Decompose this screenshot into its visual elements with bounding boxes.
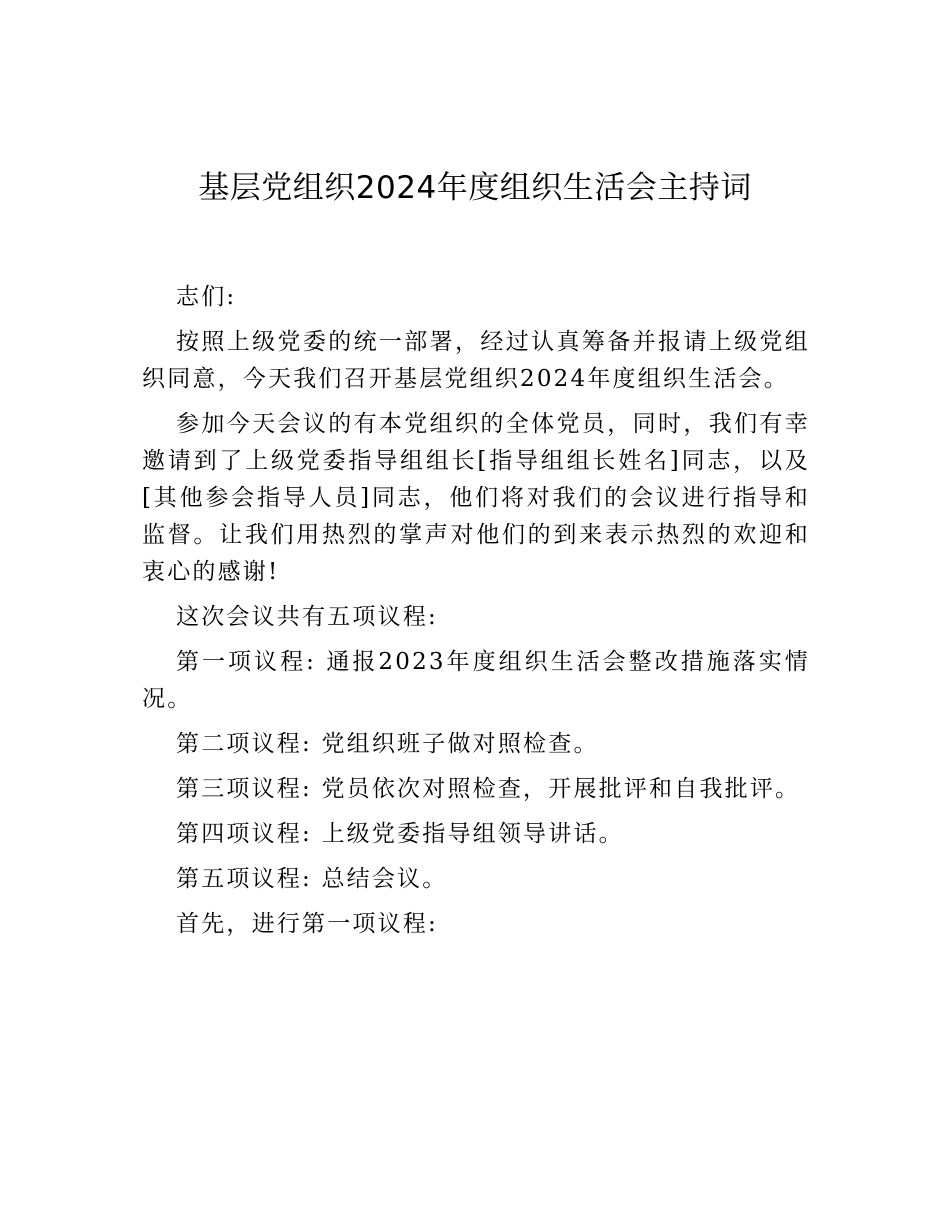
agenda-intro-paragraph: 这次会议共有五项议程: [176,604,438,630]
first-agenda-start-paragraph: 首先，进行第一项议程: [176,911,438,937]
agenda-item-2: 第二项议程: 党组织班子做对照检查。 [176,731,599,757]
document-title: 基层党组织2024年度组织生活会主持词 [198,170,752,206]
agenda-item-1: 第一项议程: 通报2023年度组织生活会整改措施落实情况。 [142,649,810,712]
salutation-paragraph: 志们: [176,284,237,310]
agenda-item-3: 第三项议程: 党员依次对照检查，开展批评和自我批评。 [176,776,801,802]
agenda-item-5: 第五项议程: 总结会议。 [176,866,448,892]
attendees-paragraph: 参加今天会议的有本党组织的全体党员，同时，我们有幸邀请到了上级党委指导组组长[指导组组长姓名]同志，以及[其他参会指导人员]同志，他们将对我们的会议进行指导和监督。让我们用热烈的掌声对他们的到来表示热烈的欢迎和衷心的感谢! [142,411,810,585]
opening-paragraph: 按照上级党委的统一部署，经过认真筹备并报请上级党组织同意，今天我们召开基层党组织2024年度组织生活会。 [142,329,810,392]
agenda-item-4: 第四项议程: 上级党委指导组领导讲话。 [176,821,624,847]
document-body [142,279,810,951]
